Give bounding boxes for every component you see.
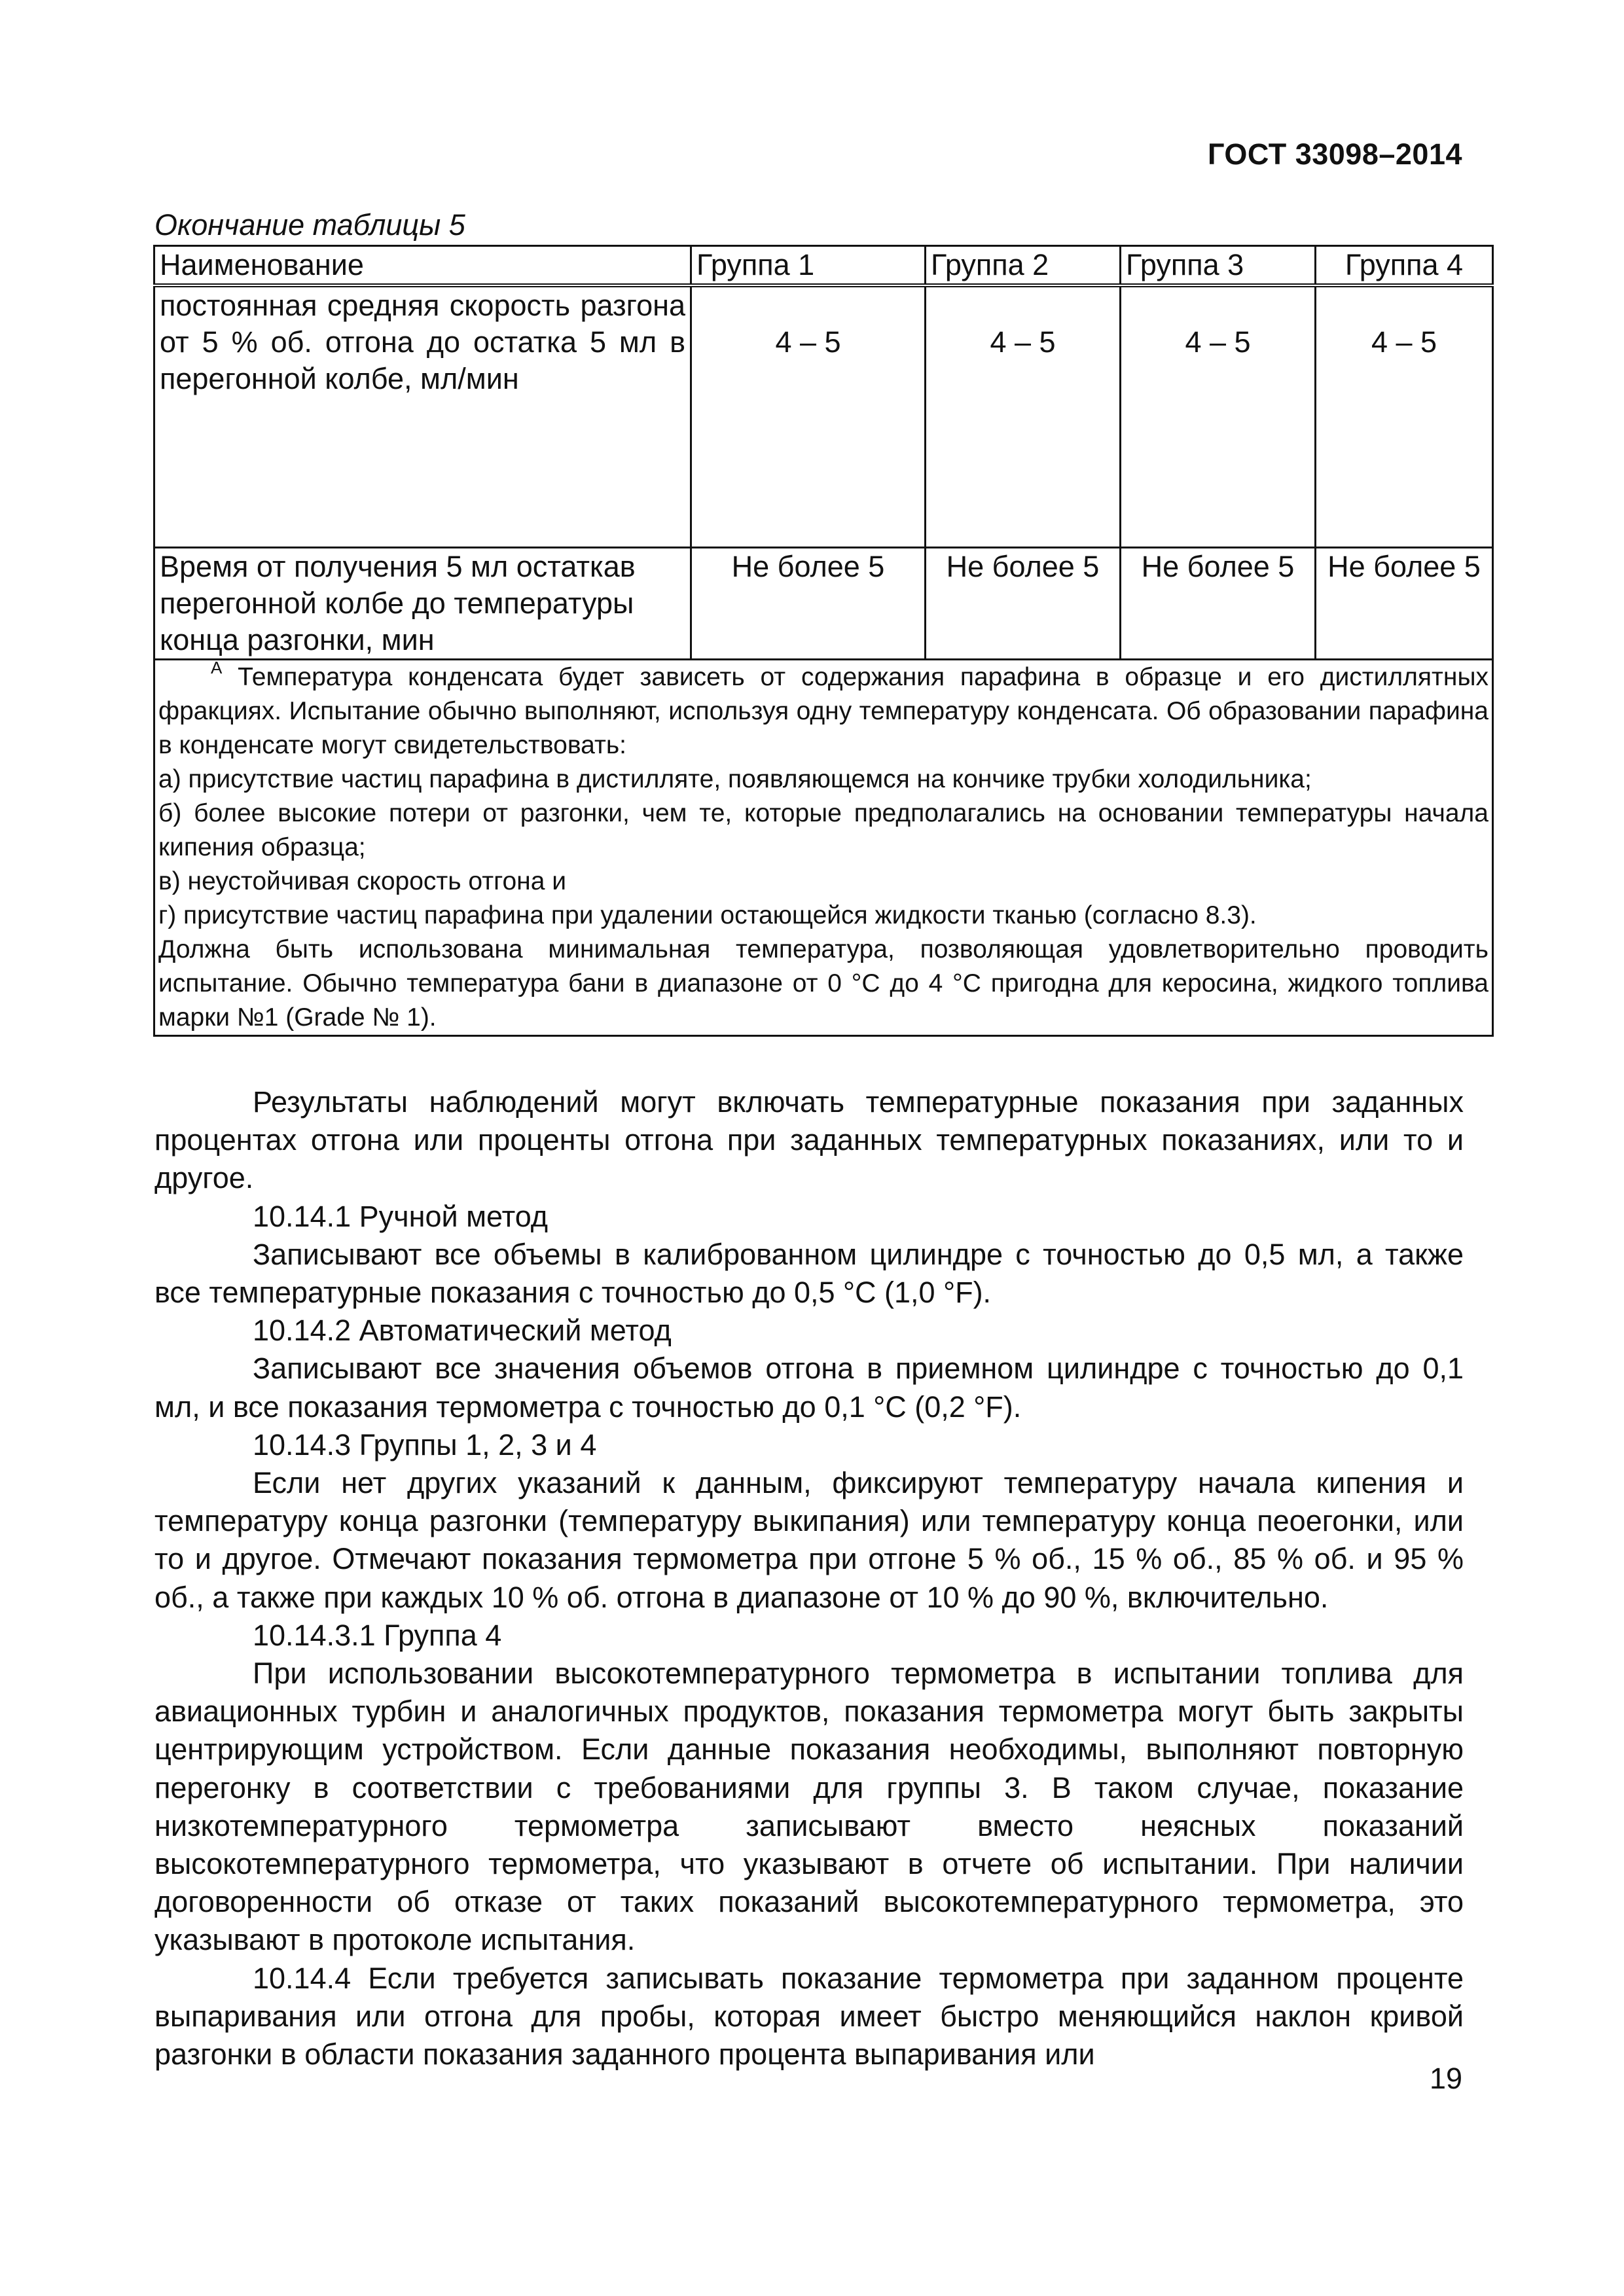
section-heading-10-14-2: 10.14.2 Автоматический метод <box>253 1314 672 1348</box>
paragraph-automatic-method: Записывают все значения объемов отгона в приемном цилиндре с точностью до 0,1 мл, и все показания термометра с точностью до 0,1 °С (0,2 °F). <box>154 1352 1464 1424</box>
footnote-conclusion: Должна быть использована минимальная температура, позволяющая удовлетворительно проводить испытание. Обычно температура бани в диапазоне от 0 °С до 4 °С пригодна для керосина, жидкого топлива марки №1 (Grade № 1). <box>158 935 1489 1031</box>
value-group-4: 4 – 5 <box>1316 285 1493 548</box>
column-header-group-1: Группа 1 <box>691 246 926 286</box>
section-heading-10-14-3-1: 10.14.3.1 Группа 4 <box>253 1618 502 1652</box>
value-group-1: 4 – 5 <box>691 285 926 548</box>
table-footnote <box>154 660 1493 1036</box>
table-row <box>154 548 1493 660</box>
paragraph-manual-method: Записывают все объемы в калиброванном цилиндре с точностью до 0,5 мл, а также все температурные показания с точностью до 0,5 °С (1,0 °F). <box>154 1237 1464 1310</box>
footnote-item-b: б) более высокие потери от разгонки, чем те, которые предполагались на основании температуры начала кипения образца; <box>158 799 1489 861</box>
footnote-item-c: в) неустойчивая скорость отгона и <box>158 867 567 895</box>
table-row <box>154 285 1493 548</box>
body-text <box>154 1083 1464 2073</box>
column-header-group-2: Группа 2 <box>926 246 1121 286</box>
value-group-2: 4 – 5 <box>926 285 1121 548</box>
paragraph-group-4: При использовании высокотемпературного термометра в испытании топлива для авиационных турбин и аналогичных продуктов, показания термометра могут быть закрыты центрирующим устройством. Если данные показания необходимы, выполняют повторную перегонку в соответствии с требованиями для группы 3. В таком случае, показание низкотемпературного термометра записывают вместо неясных показаний высокотемпературного термометра, что указывают в отчете об испытании. При наличии договоренности об отказе от таких показаний высокотемпературного термометра, это указывают в протоколе испытания. <box>154 1657 1464 1957</box>
footnote-text: Температура конденсата будет зависеть от содержания парафина в образце и его дистиллятных фракциях. Испытание обычно выполняют, используя одну температуру конденсата. Об образовании парафина в конденсате могут свидетельствовать: <box>158 663 1489 759</box>
paragraph-groups-1-4: Если нет других указаний к данным, фиксируют температуру начала кипения и температуру конца разгонки (температуру выкипания) или температуру конца пеоегонки, или то и другое. Отмечают показания термометра при отгоне 5 % об., 15 % об., 85 % об. и 95 % об., а также при каждых 10 % об. отгона в диапазоне от 10 % до 90 %, включительно. <box>154 1466 1464 1614</box>
table-footnote-row <box>154 660 1493 1036</box>
row-name-speed: постоянная средняя скорость разгона от 5 % об. отгона до остатка 5 мл в перегонной колбе, мл/мин <box>154 285 691 548</box>
column-header-name: Наименование <box>154 246 691 286</box>
column-header-group-4: Группа 4 <box>1316 246 1493 286</box>
value-group-3: 4 – 5 <box>1121 285 1316 548</box>
value-group-3: Не более 5 <box>1121 548 1316 660</box>
row-name-time: Время от получения 5 мл остаткав перегонной колбе до температуры конца разгонки, мин <box>154 548 691 660</box>
document-standard-number: ГОСТ 33098–2014 <box>1207 137 1462 171</box>
paragraph-results: Результаты наблюдений могут включать температурные показания при заданных процентах отгона или проценты отгона при заданных температурных показаниях, или то и другое. <box>154 1085 1464 1195</box>
footnote-marker: А <box>211 658 223 677</box>
table-caption: Окончание таблицы 5 <box>154 208 465 242</box>
table-header-row <box>154 246 1493 286</box>
section-heading-10-14-3: 10.14.3 Группы 1, 2, 3 и 4 <box>253 1427 597 1462</box>
footnote-item-a: а) присутствие частиц парафина в дистилляте, появляющемся на кончике трубки холодильника; <box>158 765 1312 793</box>
paragraph-10-14-4: 10.14.4 Если требуется записывать показание термометра при заданном проценте выпаривания или отгона для пробы, которая имеет быстро меняющийся наклон кривой разгонки в области показания заданного процента выпаривания или <box>154 1961 1464 2072</box>
value-group-2: Не более 5 <box>926 548 1121 660</box>
page-number: 19 <box>1429 2062 1462 2095</box>
specification-table <box>153 245 1494 1037</box>
footnote-item-d: г) присутствие частиц парафина при удалении остающейся жидкости тканью (согласно 8.3). <box>158 901 1257 929</box>
value-group-1: Не более 5 <box>691 548 926 660</box>
column-header-group-3: Группа 3 <box>1121 246 1316 286</box>
section-heading-10-14-1: 10.14.1 Ручной метод <box>253 1199 548 1233</box>
value-group-4: Не более 5 <box>1316 548 1493 660</box>
